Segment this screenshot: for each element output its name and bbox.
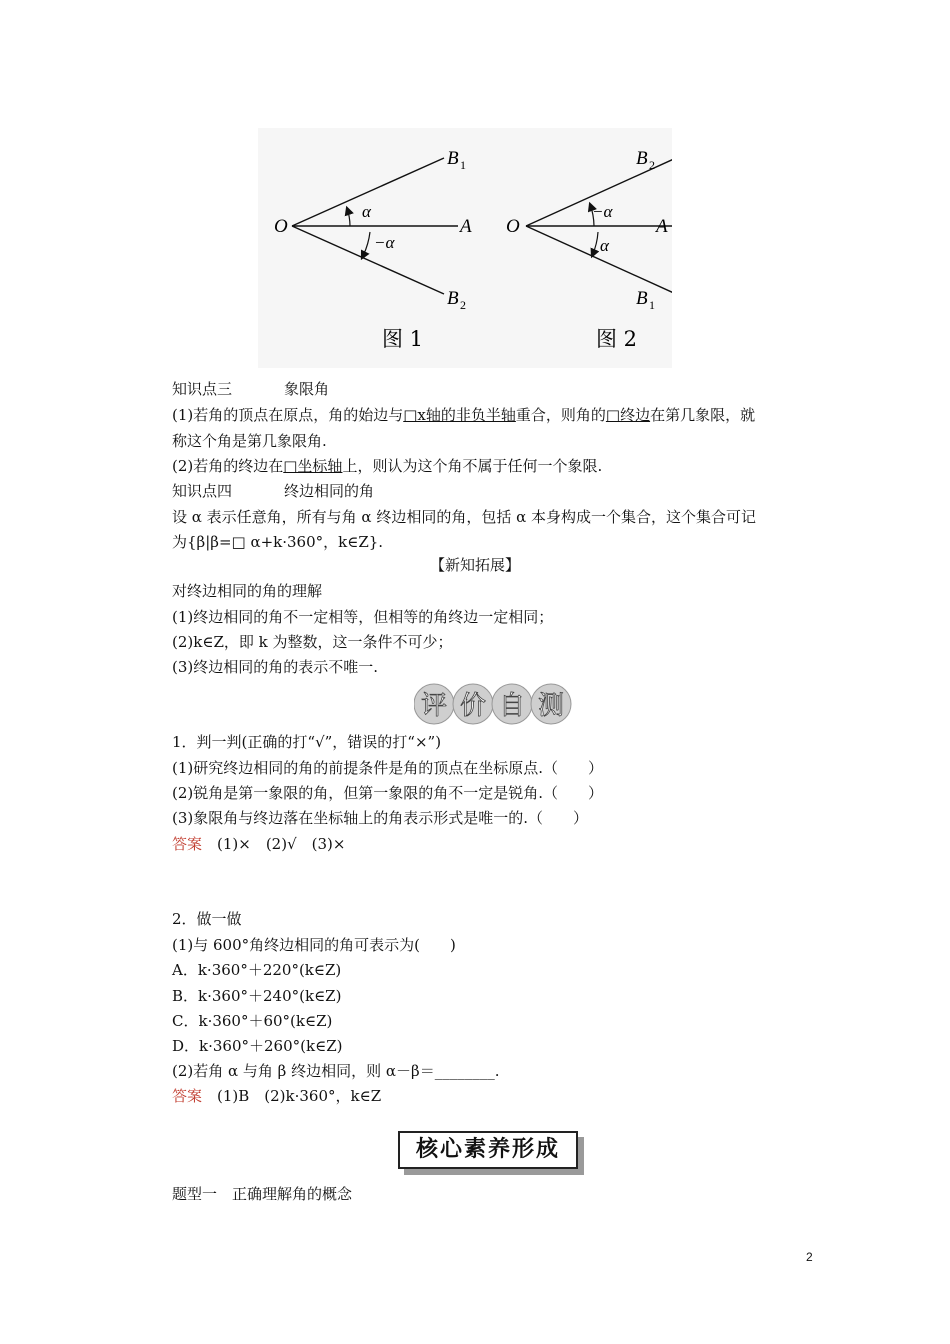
k3-title: 知识点三 [172, 380, 233, 398]
fig1-label-B-bot: B [447, 288, 459, 309]
figure-2-svg [490, 128, 672, 368]
expand-line-2: (2)k∈Z，即 k 为整数，这一条件不可少； [172, 633, 453, 651]
banner-char-4: 测 [538, 691, 565, 721]
fig2-angle-neg-alpha: −α [592, 202, 613, 221]
q1-answer-text: (1)× (2)√ (3)× [202, 835, 346, 853]
q2-item-1: (1)与 600°角终边相同的角可表示为( ) [172, 936, 456, 954]
fig2-caption: 图 2 [596, 327, 638, 351]
q2-answer-label: 答案 [172, 1087, 203, 1105]
k3-paragraph-2 [172, 455, 602, 477]
q2-option-b: B．k·360°＋240°(k∈Z) [172, 987, 342, 1005]
q1-item-3: (3)象限角与终边落在坐标轴上的角表示形式是唯一的.（ ） [172, 809, 589, 827]
expand-line-1: (1)终边相同的角不一定相等，但相等的角终边一定相同； [172, 608, 554, 626]
fig1-label-B-top-sub: 1 [460, 158, 466, 172]
expand-line-0: 对终边相同的角的理解 [172, 582, 323, 600]
k4-paragraph-1: 设 α 表示任意角，所有与角 α 终边相同的角，包括 α 本身构成一个集合，这个集合可记 [172, 508, 757, 526]
q1-title: 1．判一判(正确的打“√”，错误的打“×”) [172, 733, 442, 751]
q2-answer [172, 1085, 381, 1107]
fig1-caption: 图 1 [382, 327, 424, 351]
k3-paragraph-1-cont: 称这个角是第几象限角. [172, 432, 327, 450]
fig2-label-B-top-sub: 2 [649, 158, 655, 172]
fig1-angle-alpha: α [362, 202, 371, 221]
fig2-label-B-bot-sub: 1 [649, 298, 655, 312]
badge-label: 核心素养形成 [398, 1131, 578, 1169]
q2-item-2: (2)若角 α 与角 β 终边相同，则 α－β＝________. [172, 1062, 500, 1080]
q2-option-c: C．k·360°＋60°(k∈Z) [172, 1012, 333, 1030]
fig1-label-A: A [460, 216, 472, 237]
fig2-label-O: O [506, 216, 520, 237]
k4-name: 终边相同的角 [284, 482, 375, 500]
expand-heading: 【新知拓展】 [429, 556, 520, 574]
fig1-label-O: O [274, 216, 288, 237]
k4-paragraph-2: 为{β|β=□ α+k·360°，k∈Z}. [172, 533, 384, 551]
q1-item-1: (1)研究终边相同的角的前提条件是角的顶点在坐标原点.（ ） [172, 759, 604, 777]
k3-paragraph-1 [172, 404, 755, 426]
fig2-label-B-bot: B [636, 288, 648, 309]
fig2-label-B-top: B [636, 148, 648, 169]
banner-char-1: 评 [421, 691, 448, 721]
q1-item-2: (2)锐角是第一象限的角，但第一象限的角不一定是锐角.（ ） [172, 784, 604, 802]
q1-answer-label: 答案 [172, 835, 203, 853]
section-heading: 题型一 正确理解角的概念 [172, 1185, 353, 1203]
k3-p1-text-a: (1)若角的顶点在原点，角的始边与 [172, 406, 404, 424]
k3-blank-terminal-side: □终边 [605, 406, 651, 424]
k3-name: 象限角 [284, 380, 330, 398]
k3-p1-text-e: 在第几象限，就 [650, 406, 756, 424]
q2-title: 2．做一做 [172, 910, 242, 928]
expand-line-3: (3)终边相同的角的表示不唯一. [172, 658, 379, 676]
k3-p2-text-a: (2)若角的终边在 [172, 457, 284, 475]
k3-heading [172, 378, 329, 400]
page-number: 2 [806, 1250, 813, 1264]
k3-p1-text-c: 重合，则角的 [515, 406, 606, 424]
banner-char-2: 价 [460, 691, 487, 721]
fig1-angle-neg-alpha: −α [374, 233, 395, 252]
core-literacy-badge [398, 1131, 582, 1173]
fig2-label-A: A [656, 216, 668, 237]
q2-option-a: A．k·360°＋220°(k∈Z) [172, 961, 342, 979]
fig1-label-B-bot-sub: 2 [460, 298, 466, 312]
q2-option-d: D．k·360°＋260°(k∈Z) [172, 1037, 343, 1055]
k3-blank-axis: □坐标轴 [283, 457, 343, 475]
fig2-angle-alpha: α [600, 236, 609, 255]
q1-answer [172, 833, 345, 855]
banner-char-3: 自 [499, 691, 526, 721]
k4-title: 知识点四 [172, 482, 233, 500]
fig1-label-B-top: B [447, 148, 459, 169]
q2-answer-text: (1)B (2)k·360°，k∈Z [202, 1087, 382, 1105]
k3-blank-x-axis: □x轴的非负半轴 [403, 406, 516, 424]
k4-heading [172, 480, 374, 502]
k3-p2-text-c: 上，则认为这个角不属于任何一个象限. [342, 457, 603, 475]
self-test-banner [414, 682, 572, 726]
